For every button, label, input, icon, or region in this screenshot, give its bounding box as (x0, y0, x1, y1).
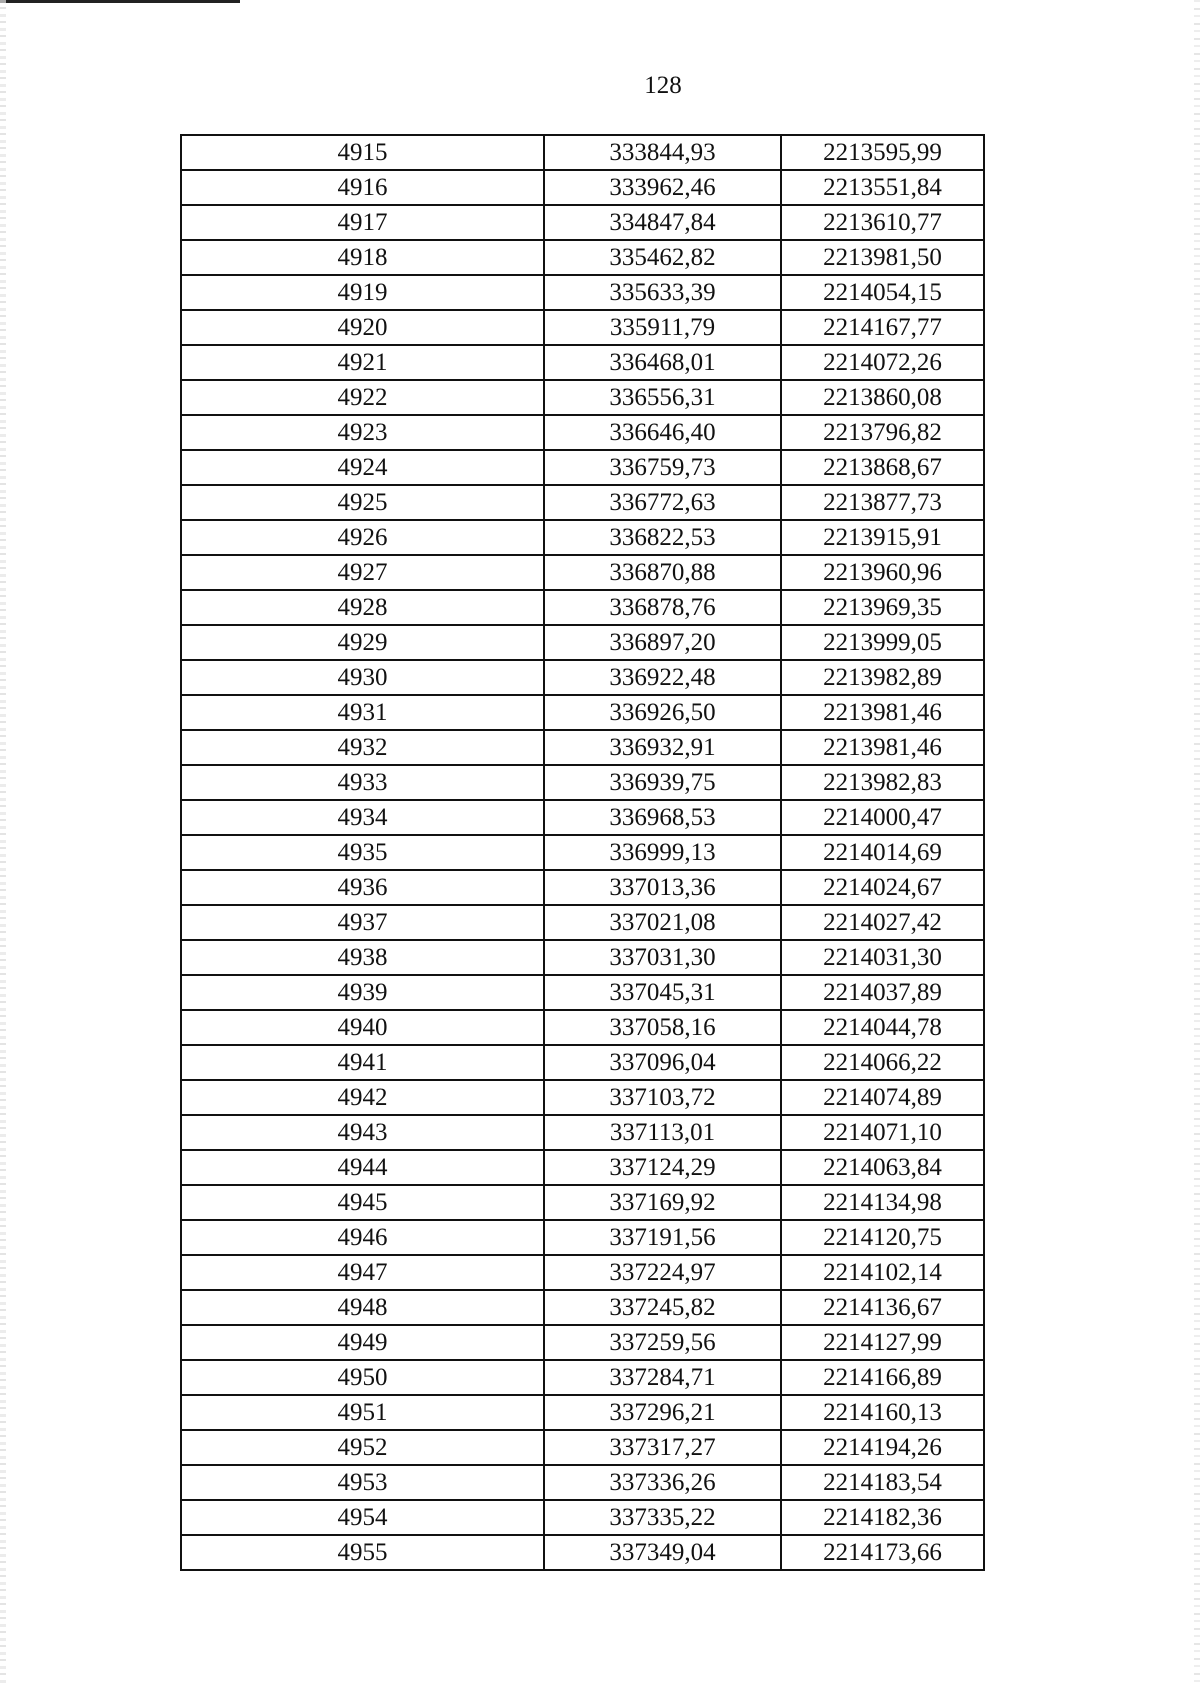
table-row (181, 1500, 984, 1535)
y-coordinate-cell: 2214194,26 (781, 1430, 984, 1465)
table-row (181, 1115, 984, 1150)
x-coordinate-cell: 337317,27 (544, 1430, 781, 1465)
y-coordinate-cell: 2214063,84 (781, 1150, 984, 1185)
scan-edge-right (1194, 0, 1200, 1686)
table-row (181, 345, 984, 380)
point-number-cell: 4946 (181, 1220, 544, 1255)
y-coordinate-cell: 2214102,14 (781, 1255, 984, 1290)
x-coordinate-cell: 336999,13 (544, 835, 781, 870)
coordinates-table (180, 134, 985, 1571)
x-coordinate-cell: 337259,56 (544, 1325, 781, 1360)
y-coordinate-cell: 2214173,66 (781, 1535, 984, 1570)
table-row (181, 975, 984, 1010)
coordinates-table-body (181, 135, 984, 1570)
table-row (181, 380, 984, 415)
table-row (181, 800, 984, 835)
x-coordinate-cell: 337296,21 (544, 1395, 781, 1430)
y-coordinate-cell: 2213860,08 (781, 380, 984, 415)
point-number-cell: 4942 (181, 1080, 544, 1115)
x-coordinate-cell: 336822,53 (544, 520, 781, 555)
point-number-cell: 4949 (181, 1325, 544, 1360)
y-coordinate-cell: 2214134,98 (781, 1185, 984, 1220)
y-coordinate-cell: 2214136,67 (781, 1290, 984, 1325)
y-coordinate-cell: 2214054,15 (781, 275, 984, 310)
table-row (181, 835, 984, 870)
y-coordinate-cell: 2214072,26 (781, 345, 984, 380)
point-number-cell: 4923 (181, 415, 544, 450)
y-coordinate-cell: 2214044,78 (781, 1010, 984, 1045)
table-row (181, 1220, 984, 1255)
x-coordinate-cell: 336939,75 (544, 765, 781, 800)
point-number-cell: 4935 (181, 835, 544, 870)
table-row (181, 520, 984, 555)
y-coordinate-cell: 2214074,89 (781, 1080, 984, 1115)
y-coordinate-cell: 2213868,67 (781, 450, 984, 485)
x-coordinate-cell: 337169,92 (544, 1185, 781, 1220)
point-number-cell: 4955 (181, 1535, 544, 1570)
point-number-cell: 4928 (181, 590, 544, 625)
table-row (181, 1045, 984, 1080)
x-coordinate-cell: 337045,31 (544, 975, 781, 1010)
point-number-cell: 4917 (181, 205, 544, 240)
point-number-cell: 4941 (181, 1045, 544, 1080)
y-coordinate-cell: 2213982,83 (781, 765, 984, 800)
point-number-cell: 4916 (181, 170, 544, 205)
x-coordinate-cell: 337191,56 (544, 1220, 781, 1255)
y-coordinate-cell: 2214031,30 (781, 940, 984, 975)
point-number-cell: 4947 (181, 1255, 544, 1290)
y-coordinate-cell: 2214120,75 (781, 1220, 984, 1255)
y-coordinate-cell: 2213796,82 (781, 415, 984, 450)
table-row (181, 415, 984, 450)
x-coordinate-cell: 335633,39 (544, 275, 781, 310)
table-row (181, 590, 984, 625)
y-coordinate-cell: 2213551,84 (781, 170, 984, 205)
y-coordinate-cell: 2214037,89 (781, 975, 984, 1010)
y-coordinate-cell: 2214027,42 (781, 905, 984, 940)
y-coordinate-cell: 2214024,67 (781, 870, 984, 905)
table-row (181, 1360, 984, 1395)
point-number-cell: 4951 (181, 1395, 544, 1430)
y-coordinate-cell: 2213960,96 (781, 555, 984, 590)
point-number-cell: 4925 (181, 485, 544, 520)
x-coordinate-cell: 337124,29 (544, 1150, 781, 1185)
y-coordinate-cell: 2213999,05 (781, 625, 984, 660)
table-row (181, 485, 984, 520)
table-row (181, 1010, 984, 1045)
x-coordinate-cell: 336968,53 (544, 800, 781, 835)
x-coordinate-cell: 336772,63 (544, 485, 781, 520)
point-number-cell: 4940 (181, 1010, 544, 1045)
table-row (181, 135, 984, 170)
y-coordinate-cell: 2213595,99 (781, 135, 984, 170)
point-number-cell: 4921 (181, 345, 544, 380)
table-row (181, 1465, 984, 1500)
point-number-cell: 4918 (181, 240, 544, 275)
point-number-cell: 4927 (181, 555, 544, 590)
y-coordinate-cell: 2214183,54 (781, 1465, 984, 1500)
table-row (181, 940, 984, 975)
x-coordinate-cell: 333962,46 (544, 170, 781, 205)
point-number-cell: 4924 (181, 450, 544, 485)
point-number-cell: 4948 (181, 1290, 544, 1325)
table-row (181, 170, 984, 205)
table-row (181, 310, 984, 345)
point-number-cell: 4922 (181, 380, 544, 415)
point-number-cell: 4943 (181, 1115, 544, 1150)
point-number-cell: 4932 (181, 730, 544, 765)
point-number-cell: 4953 (181, 1465, 544, 1500)
point-number-cell: 4936 (181, 870, 544, 905)
x-coordinate-cell: 335462,82 (544, 240, 781, 275)
y-coordinate-cell: 2214160,13 (781, 1395, 984, 1430)
x-coordinate-cell: 336468,01 (544, 345, 781, 380)
point-number-cell: 4950 (181, 1360, 544, 1395)
point-number-cell: 4919 (181, 275, 544, 310)
table-row (181, 730, 984, 765)
y-coordinate-cell: 2213877,73 (781, 485, 984, 520)
x-coordinate-cell: 337284,71 (544, 1360, 781, 1395)
x-coordinate-cell: 336926,50 (544, 695, 781, 730)
x-coordinate-cell: 337103,72 (544, 1080, 781, 1115)
table-row (181, 1395, 984, 1430)
y-coordinate-cell: 2214066,22 (781, 1045, 984, 1080)
point-number-cell: 4938 (181, 940, 544, 975)
x-coordinate-cell: 337349,04 (544, 1535, 781, 1570)
table-row (181, 765, 984, 800)
table-row (181, 625, 984, 660)
table-row (181, 1535, 984, 1570)
y-coordinate-cell: 2213610,77 (781, 205, 984, 240)
y-coordinate-cell: 2213915,91 (781, 520, 984, 555)
y-coordinate-cell: 2213982,89 (781, 660, 984, 695)
x-coordinate-cell: 336878,76 (544, 590, 781, 625)
table-row (181, 205, 984, 240)
x-coordinate-cell: 335911,79 (544, 310, 781, 345)
table-row (181, 1325, 984, 1360)
x-coordinate-cell: 336932,91 (544, 730, 781, 765)
scan-edge-left (0, 0, 6, 1686)
point-number-cell: 4920 (181, 310, 544, 345)
table-row (181, 1080, 984, 1115)
table-row (181, 905, 984, 940)
y-coordinate-cell: 2214071,10 (781, 1115, 984, 1150)
x-coordinate-cell: 336922,48 (544, 660, 781, 695)
y-coordinate-cell: 2214000,47 (781, 800, 984, 835)
point-number-cell: 4944 (181, 1150, 544, 1185)
y-coordinate-cell: 2213969,35 (781, 590, 984, 625)
point-number-cell: 4939 (181, 975, 544, 1010)
y-coordinate-cell: 2214127,99 (781, 1325, 984, 1360)
table-row (181, 870, 984, 905)
y-coordinate-cell: 2214182,36 (781, 1500, 984, 1535)
table-row (181, 695, 984, 730)
x-coordinate-cell: 337224,97 (544, 1255, 781, 1290)
table-row (181, 1255, 984, 1290)
x-coordinate-cell: 337245,82 (544, 1290, 781, 1325)
table-row (181, 450, 984, 485)
table-row (181, 1290, 984, 1325)
x-coordinate-cell: 333844,93 (544, 135, 781, 170)
x-coordinate-cell: 337031,30 (544, 940, 781, 975)
x-coordinate-cell: 336759,73 (544, 450, 781, 485)
point-number-cell: 4934 (181, 800, 544, 835)
x-coordinate-cell: 336897,20 (544, 625, 781, 660)
x-coordinate-cell: 334847,84 (544, 205, 781, 240)
point-number-cell: 4933 (181, 765, 544, 800)
x-coordinate-cell: 337058,16 (544, 1010, 781, 1045)
y-coordinate-cell: 2213981,50 (781, 240, 984, 275)
point-number-cell: 4930 (181, 660, 544, 695)
x-coordinate-cell: 336870,88 (544, 555, 781, 590)
table-row (181, 1430, 984, 1465)
table-row (181, 240, 984, 275)
point-number-cell: 4929 (181, 625, 544, 660)
table-row (181, 275, 984, 310)
table-row (181, 1185, 984, 1220)
point-number-cell: 4937 (181, 905, 544, 940)
y-coordinate-cell: 2213981,46 (781, 730, 984, 765)
x-coordinate-cell: 337013,36 (544, 870, 781, 905)
x-coordinate-cell: 336556,31 (544, 380, 781, 415)
x-coordinate-cell: 337096,04 (544, 1045, 781, 1080)
x-coordinate-cell: 337335,22 (544, 1500, 781, 1535)
y-coordinate-cell: 2214014,69 (781, 835, 984, 870)
table-row (181, 555, 984, 590)
table-row (181, 1150, 984, 1185)
y-coordinate-cell: 2214166,89 (781, 1360, 984, 1395)
page-number: 128 (644, 72, 682, 99)
point-number-cell: 4931 (181, 695, 544, 730)
point-number-cell: 4945 (181, 1185, 544, 1220)
point-number-cell: 4952 (181, 1430, 544, 1465)
x-coordinate-cell: 336646,40 (544, 415, 781, 450)
x-coordinate-cell: 337021,08 (544, 905, 781, 940)
x-coordinate-cell: 337336,26 (544, 1465, 781, 1500)
point-number-cell: 4926 (181, 520, 544, 555)
scan-top-line (0, 0, 240, 3)
point-number-cell: 4954 (181, 1500, 544, 1535)
y-coordinate-cell: 2213981,46 (781, 695, 984, 730)
y-coordinate-cell: 2214167,77 (781, 310, 984, 345)
table-row (181, 660, 984, 695)
point-number-cell: 4915 (181, 135, 544, 170)
x-coordinate-cell: 337113,01 (544, 1115, 781, 1150)
